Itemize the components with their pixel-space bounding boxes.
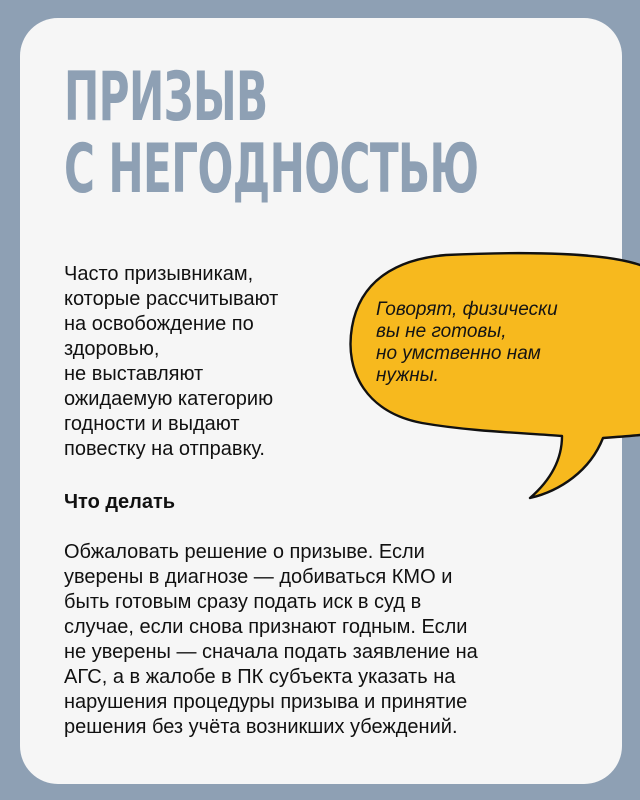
intro-paragraph [64,262,364,462]
quote-text [376,299,558,387]
section-heading: Что делать [64,491,176,513]
title-line-2: С НЕГОДНОСТЬЮ [64,130,479,209]
quote-line: Говорят, физически [376,299,558,320]
speech-bubble [324,235,640,500]
intro-line: на освобождение по [64,313,254,335]
quote-line: вы не готовы, [376,321,507,342]
section-line: Обжаловать решение о призыве. Если [64,541,425,563]
section-paragraph [64,540,584,740]
section-line: уверены в диагнозе — добиваться КМО и [64,566,453,588]
intro-line: повестку на отправку. [64,438,265,460]
quote-line: нужны. [376,365,439,386]
intro-line: ожидаемую категорию [64,388,274,410]
section-line: нарушения процедуры призыва и принятие [64,691,468,713]
title-line-1: ПРИЗЫВ [64,58,268,137]
section-line: АГС, а в жалобе в ПК субъекта указать на [64,666,456,688]
intro-line: которые рассчитывают [64,288,279,310]
quote-line: но умственно нам [376,343,541,364]
intro-line: не выставляют [64,363,204,385]
section-line: решения без учёта возникших убеждений. [64,716,458,738]
intro-line: здоровью, [64,338,160,360]
page-title [64,58,479,209]
section-line: не уверены — сначала подать заявление на [64,641,478,663]
intro-line: Часто призывникам, [64,263,254,285]
intro-line: годности и выдают [64,413,240,435]
section-line: быть готовым сразу подать иск в суд в [64,591,422,613]
section-line: случае, если снова признают годным. Если [64,616,468,638]
